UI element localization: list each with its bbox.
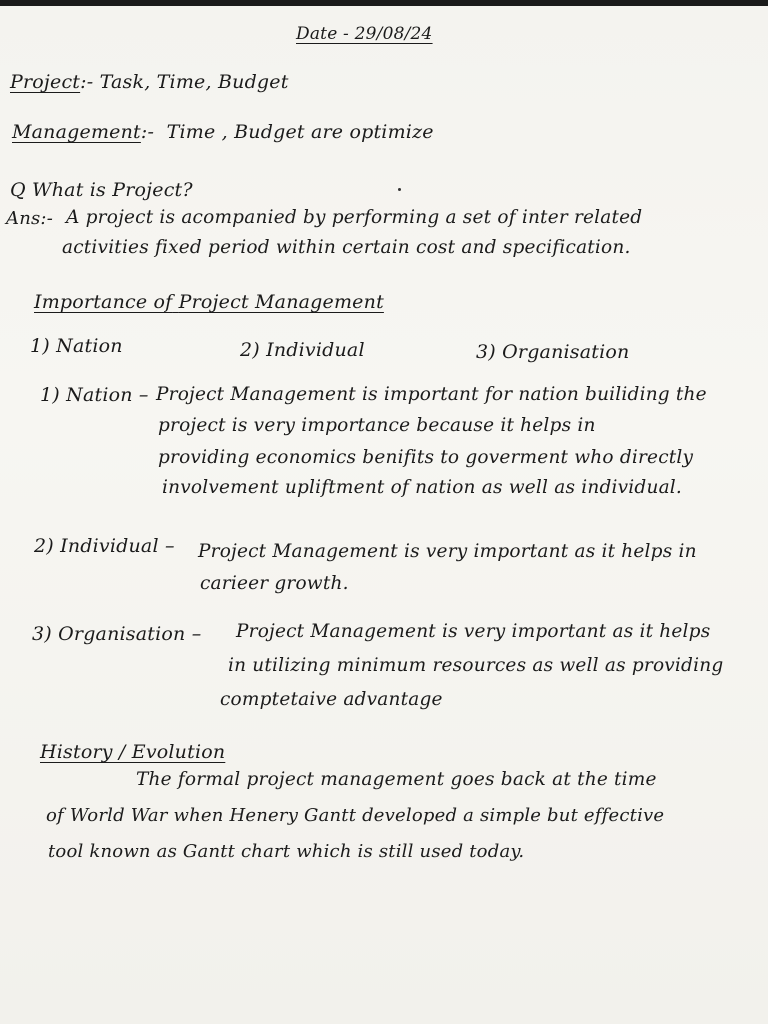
page-top-edge bbox=[0, 0, 768, 6]
answer-line-1: A project is acompanied by performing a set of inter related bbox=[66, 207, 643, 228]
importance-heading-a: Importance of bbox=[34, 291, 173, 313]
question: Q What is Project? bbox=[10, 179, 193, 201]
list-item-organisation: 3) Organisation bbox=[476, 341, 630, 363]
project-sep: :- bbox=[80, 71, 94, 93]
history-line-3: tool known as Gantt chart which is still used today. bbox=[48, 841, 525, 862]
history-line-2: of World War when Henery Gantt developed a simple but effective bbox=[46, 805, 665, 826]
organisation-label: 3) Organisation – bbox=[32, 623, 202, 645]
organisation-line-2: in utilizing minimum resources as well as providing bbox=[228, 655, 724, 676]
individual-label: 2) Individual – bbox=[34, 535, 175, 557]
management-text: Time , Budget are optimize bbox=[166, 121, 434, 143]
history-line-1: The formal project management goes back at the time bbox=[136, 769, 657, 790]
ink-dot bbox=[398, 188, 401, 191]
list-item-nation: 1) Nation bbox=[30, 335, 123, 357]
importance-heading bbox=[34, 290, 384, 314]
nation-label: 1) Nation – bbox=[40, 384, 149, 406]
individual-line-1: Project Management is very important as it helps in bbox=[198, 541, 697, 562]
individual-line-2: carieer growth. bbox=[200, 573, 349, 594]
management-term: Management bbox=[12, 121, 141, 143]
history-heading: History / Evolution bbox=[40, 741, 226, 763]
management-sep: :- bbox=[140, 121, 155, 143]
nation-line-4: involvement upliftment of nation as well as individual. bbox=[162, 477, 682, 498]
answer-line-2: activities fixed period within certain cost and specification. bbox=[62, 237, 631, 258]
nation-line-2: project is very importance because it helps in bbox=[158, 415, 596, 436]
importance-heading-b: Project Management bbox=[178, 291, 384, 313]
project-definition bbox=[10, 70, 289, 94]
organisation-line-1: Project Management is very important as it helps bbox=[236, 621, 711, 642]
management-definition bbox=[12, 120, 434, 144]
project-text: Task, Time, Budget bbox=[99, 71, 289, 93]
list-item-individual: 2) Individual bbox=[240, 339, 365, 361]
answer-prefix: Ans:- bbox=[6, 208, 53, 229]
project-term: Project bbox=[10, 71, 81, 93]
nation-line-1: Project Management is important for nation builiding the bbox=[156, 384, 707, 405]
organisation-line-3: comptetaive advantage bbox=[220, 689, 443, 710]
nation-line-3: providing economics benifits to goverment who directly bbox=[158, 447, 694, 468]
date: Date - 29/08/24 bbox=[296, 24, 433, 44]
